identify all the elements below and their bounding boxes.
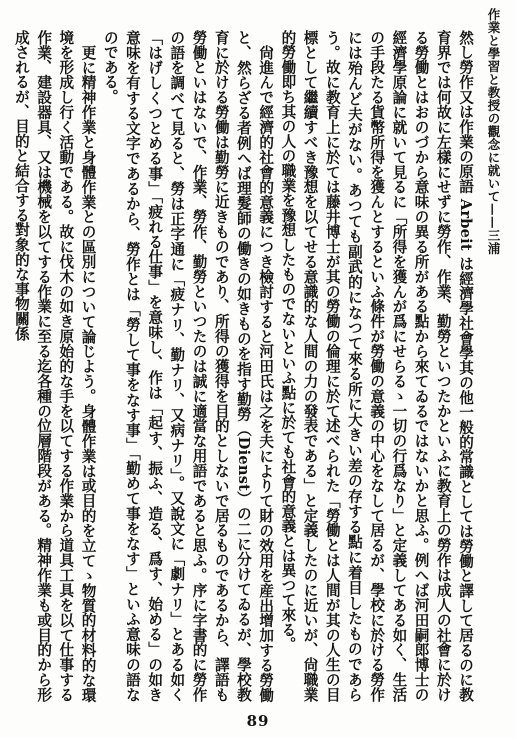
body-text xyxy=(12,30,476,702)
page-number: 89 xyxy=(246,712,270,730)
running-head: 作業と學習と教授の觀念に就いて——三浦 xyxy=(486,8,501,255)
paragraph-2: 尙進んで經濟的社會的意義につき檢討すると河田氏は之を夫によりて財の效用を産出增加する勞働と、然らざる者例へば理髮師の働きの如きものを指す勤勞（Dienst）の二に分けてゐるが、學校教育に於ける勞働は勤勞に近きものであり、所得の獲得を目的としないで居るものであるから、譯語も勞働といはないで、作業、勞作、勤勞といつたのは誠に適當な用語であると思ふ。序に字書的に勞作の語を調べて見ると、勞は正字通に「疲ナリ、勤ナリ、又病ナリ」。又說文に「劇ナリ」とある如く「はげしくつとめる事」「疲れる仕事」を意味し、作は「起す、振ふ、造る、爲す、始める」の如き意味を有する文字であるから、勞作とは「勞して事をなす事」「勤めて事をなす」といふ意味の語なのである。 xyxy=(101,30,275,702)
paragraph-3: 更に精神作業と身體作業との區別について論じよう。身體作業は或目的を立てゝ物質的材料的な環境を形成し行く活動である。故に伐木の如き原始的な手を以てする作業から道具工具を以て仕事する作業、建設器具、又は機械を以てする作業に至る迄各種の位層階段がある。精神作業も或目的から形成されるが、目的と結合する對象的な事物關係 xyxy=(12,30,97,702)
paragraph-1: 然し勞作又は作業の原語 Arbeit は經濟學社會學其の他一般的常識としては勞働と譯して居るのに教育界では何故に左樣にせずに勞作、作業、勤勞といつたかといふに教育上の勞作は成人の社會に於ける勞働とはおのづから意味の異る所がある點から來てゐるではないかと思ふ。例へば河田嗣郎博士の經濟學原論に就いて見るに「所得を獲んが爲にせらるゝ一切の行爲なり」と定義してある如く、生活の手段たる貨幣所得を獲んとするといふ條件が勞働の意義の中心をなして居るが、學校に於ける勞作には殆んど夫がない。あつても副武的になつて來る所に大きい差の存する點に着目したものであらう。故に教育上に於ては藤井博士が其の勞働の倫理に於て述べられた「勞働とは人間が其の人生の目標として繼續すべき豫想を以てせる意識的な人間の力の發表である」と定義したのに近いが、尙職業的勞働即ち其の人の職業を豫想したものでないといふ點に於ても社會的意義とは異つて來る。 xyxy=(279,30,474,702)
